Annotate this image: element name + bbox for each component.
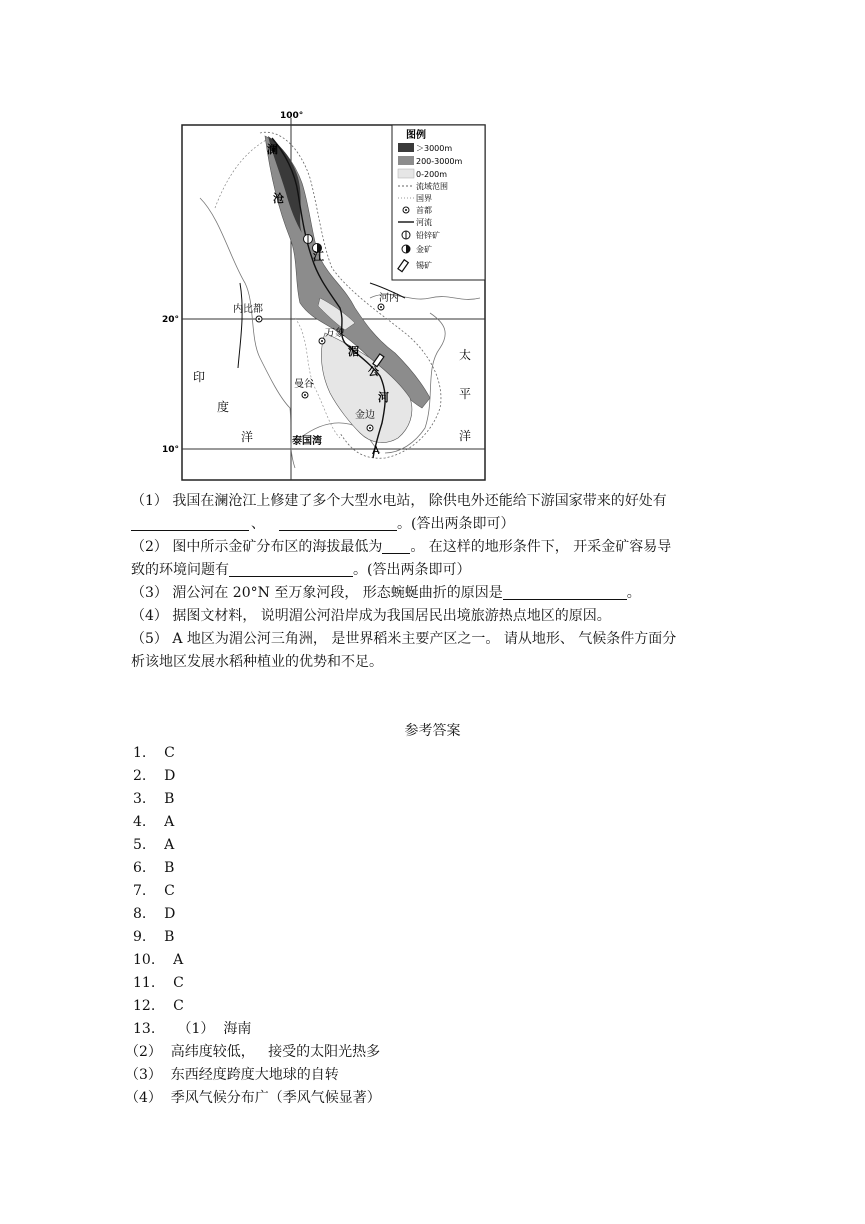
capital-phnompenh-icon bbox=[367, 425, 373, 431]
sea-char: 印 bbox=[193, 370, 206, 384]
question-4: （4） 据图文材料， 说明湄公河沿岸成为我国居民出境旅游热点地区的原因。 bbox=[131, 608, 611, 624]
legend-label: 锡矿 bbox=[416, 261, 432, 270]
place-a: A bbox=[372, 444, 380, 457]
question-1-line-1: （1） 我国在澜沧江上修建了多个大型水电站， 除供电外还能给下游国家带来的好处有 bbox=[131, 493, 667, 509]
answer-blank bbox=[382, 538, 410, 554]
legend-label: ＞3000m bbox=[416, 144, 453, 153]
place-phnompenh: 金边 bbox=[355, 410, 375, 421]
sea-char: 洋 bbox=[459, 429, 472, 443]
answer-blank bbox=[279, 515, 397, 531]
answer-item: 6. B bbox=[133, 860, 175, 876]
question-2-line-1: （2） 图中所示金矿分布区的海拔最低为 。 在这样的地形条件下， 开采金矿容易导 bbox=[131, 539, 672, 555]
mekong-basin-map bbox=[160, 108, 495, 488]
lead-zinc-mine-icon bbox=[304, 235, 313, 244]
lat-20-label: 20° bbox=[162, 315, 180, 325]
legend-gold-icon bbox=[402, 245, 410, 253]
answer-item: 4. A bbox=[133, 814, 175, 830]
river-char: 沧 bbox=[273, 192, 284, 205]
river-char: 澜 bbox=[267, 143, 278, 156]
place-naypyidaw: 内比都 bbox=[233, 304, 263, 315]
place-vientiane: 万象 bbox=[325, 328, 345, 339]
question-1-line-2: 、 。(答出两条即可） bbox=[131, 513, 741, 536]
answer-13-part: （3） 东西经度跨度大地球的自转 bbox=[125, 1067, 339, 1083]
lon-100-label: 100° bbox=[280, 111, 304, 121]
place-hanoi: 河内 bbox=[379, 293, 399, 304]
answer-item: 2. D bbox=[133, 768, 176, 784]
place-gulf-thailand: 泰国湾 bbox=[292, 436, 322, 447]
answer-item: 12. C bbox=[133, 998, 184, 1014]
answer-blank bbox=[131, 515, 249, 531]
sea-char: 洋 bbox=[241, 430, 254, 444]
question-3: （3） 湄公河在 20°N 至万象河段， 形态蜿蜒曲折的原因是 。 bbox=[131, 585, 641, 601]
question-block bbox=[131, 490, 741, 674]
answer-item: 10. A bbox=[133, 952, 184, 968]
legend-label: 首都 bbox=[416, 206, 432, 215]
answer-item: 7. C bbox=[133, 883, 175, 899]
legend-label: 金矿 bbox=[416, 245, 432, 254]
sea-char: 度 bbox=[217, 400, 230, 414]
legend-label: 流域范围 bbox=[416, 182, 448, 191]
capital-naypyidaw-icon bbox=[256, 316, 262, 322]
legend-label: 铅锌矿 bbox=[416, 231, 440, 240]
sea-char: 太 bbox=[459, 348, 472, 362]
legend-label: 河流 bbox=[416, 218, 432, 227]
answer-item: 1. C bbox=[133, 745, 175, 761]
legend-swatch-high bbox=[398, 143, 414, 152]
capital-bangkok-icon bbox=[302, 392, 308, 398]
answer-13-part: （4） 季风气候分布广（季风气候显著） bbox=[125, 1090, 381, 1106]
answer-item: 3. B bbox=[133, 791, 175, 807]
legend-swatch-mid bbox=[398, 156, 414, 165]
river-char: 公 bbox=[368, 365, 379, 378]
answer-item: 11. C bbox=[133, 975, 184, 991]
question-5-line-2: 析该地区发展水稻种植业的优势和不足。 bbox=[131, 654, 383, 670]
lat-10-label: 10° bbox=[162, 445, 180, 455]
legend-label: 国界 bbox=[416, 194, 432, 203]
answer-blank bbox=[229, 561, 353, 577]
answers-heading: 参考答案 bbox=[404, 723, 461, 739]
place-bangkok: 曼谷 bbox=[294, 379, 314, 390]
legend-label: 200-3000m bbox=[416, 157, 463, 166]
river-char: 河 bbox=[378, 391, 389, 404]
question-2-line-2: 致的环境问题有 。(答出两条即可） bbox=[131, 562, 471, 578]
answer-item: 5. A bbox=[133, 837, 175, 853]
answer-item: 9. B bbox=[133, 929, 175, 945]
sea-char: 平 bbox=[459, 387, 472, 401]
map-svg bbox=[160, 108, 495, 488]
answer-item: 8. D bbox=[133, 906, 176, 922]
legend-swatch-low bbox=[398, 169, 414, 178]
legend-lead-zinc-icon bbox=[402, 231, 410, 239]
river-char: 江 bbox=[313, 250, 324, 263]
question-5-line-1: （5） A 地区为湄公河三角洲， 是世界稻米主要产区之一。 请从地形、 气候条件方面分 bbox=[131, 631, 677, 647]
answer-blank bbox=[503, 584, 627, 600]
river-char: 湄 bbox=[348, 345, 359, 358]
legend-label: 0-200m bbox=[416, 170, 448, 179]
legend-title: 图例 bbox=[406, 130, 426, 141]
answer-list bbox=[125, 742, 381, 1110]
answer-13-part: 13. （1） 海南 bbox=[133, 1021, 252, 1037]
map-legend bbox=[392, 125, 485, 280]
answer-13-part: （2） 高纬度较低， 接受的太阳光热多 bbox=[125, 1044, 381, 1060]
capital-hanoi-icon bbox=[378, 304, 384, 310]
